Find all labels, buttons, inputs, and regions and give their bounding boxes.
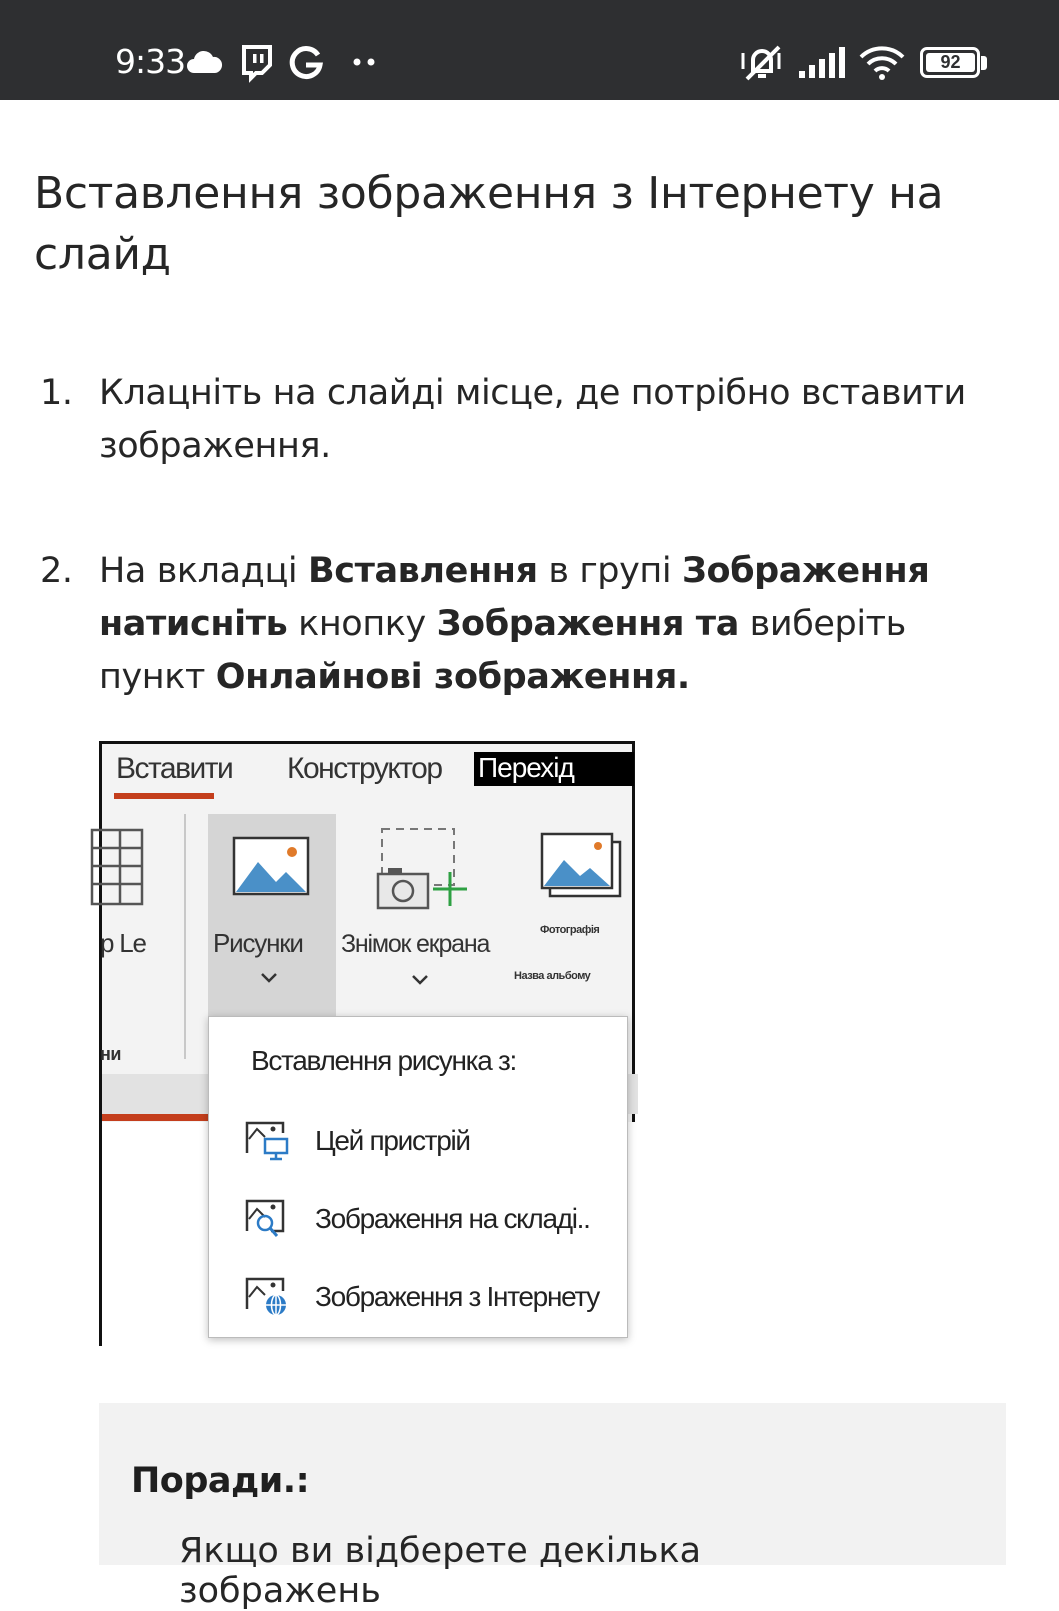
step-text [99, 545, 999, 704]
group-label-fragment: ни [100, 1044, 121, 1064]
chevron-down-icon [409, 972, 431, 986]
step-number: 1. [40, 373, 73, 413]
tips-title: Поради.: [131, 1461, 310, 1501]
menu-item-label: Зображення з Інтернету [315, 1281, 599, 1312]
insert-picture-dropdown [208, 1016, 628, 1338]
tips-first-line [179, 1531, 819, 1611]
active-tab-underline [114, 793, 214, 799]
text-run: виберіть пункт [99, 604, 906, 697]
dropdown-header: Вставлення рисунка з: [251, 1045, 516, 1076]
vibrate-off-icon [739, 43, 785, 83]
tab-insert: Вставити [116, 752, 233, 785]
step-text: Клацніть на слайді місце, де потрібно вставити зображення. [99, 373, 966, 466]
device-icon [243, 1119, 291, 1161]
menu-item-label: Зображення на складі.. [315, 1203, 590, 1234]
bold-run: Зображення натисніть [99, 551, 930, 644]
ribbon-separator [184, 814, 186, 1059]
battery-tip [981, 56, 987, 70]
tips-first-line-text: Якщо ви відберете декілька зображень [179, 1531, 702, 1611]
menu-item-online-pictures[interactable] [243, 1273, 623, 1323]
table-label-fragment: p Le [100, 928, 146, 958]
photo-album-icon [540, 832, 624, 902]
photo-album-sublabel: Назва альбому [514, 970, 591, 982]
clock: 9:33 [115, 42, 186, 81]
menu-item-label: Цей пристрій [315, 1125, 470, 1156]
screenshot-label: Знімок екрана [341, 930, 490, 958]
bold-run: Вставлення [307, 551, 538, 591]
status-bar [0, 0, 1059, 100]
menu-item-this-device[interactable] [243, 1117, 623, 1167]
text-run: На вкладці [99, 551, 308, 591]
tab-transition: Перехід [474, 752, 634, 786]
bold-run: Зображення та [436, 604, 739, 644]
google-icon [288, 45, 324, 79]
table-icon [102, 828, 146, 908]
wifi-icon [858, 45, 906, 81]
text-run: кнопку [287, 604, 437, 644]
step-number: 2. [40, 551, 73, 591]
pictures-label: Рисунки [213, 928, 303, 958]
chevron-down-icon [258, 970, 280, 984]
signal-icon [798, 47, 846, 79]
battery-icon [920, 47, 980, 78]
text-run: в групі [537, 551, 682, 591]
ribbon-screenshot [99, 741, 635, 1346]
online-pictures-icon [243, 1275, 291, 1317]
more-dots-icon [352, 57, 376, 67]
bold-run: Онлайнові зображення. [215, 657, 690, 697]
twitch-icon [240, 45, 272, 79]
picture-icon [232, 836, 312, 898]
menu-item-stock-images[interactable] [243, 1195, 623, 1245]
cloud-icon [186, 49, 222, 75]
accent-bar [102, 1114, 212, 1121]
photo-album-label: Фотографія [540, 924, 600, 936]
page-title: Вставлення зображення з Інтернету на слайд [34, 168, 944, 280]
battery-level: 92 [926, 53, 975, 72]
stock-images-icon [243, 1197, 291, 1239]
screenshot-icon [374, 826, 474, 916]
tab-design: Конструктор [287, 752, 442, 785]
tips-box [99, 1403, 1006, 1611]
